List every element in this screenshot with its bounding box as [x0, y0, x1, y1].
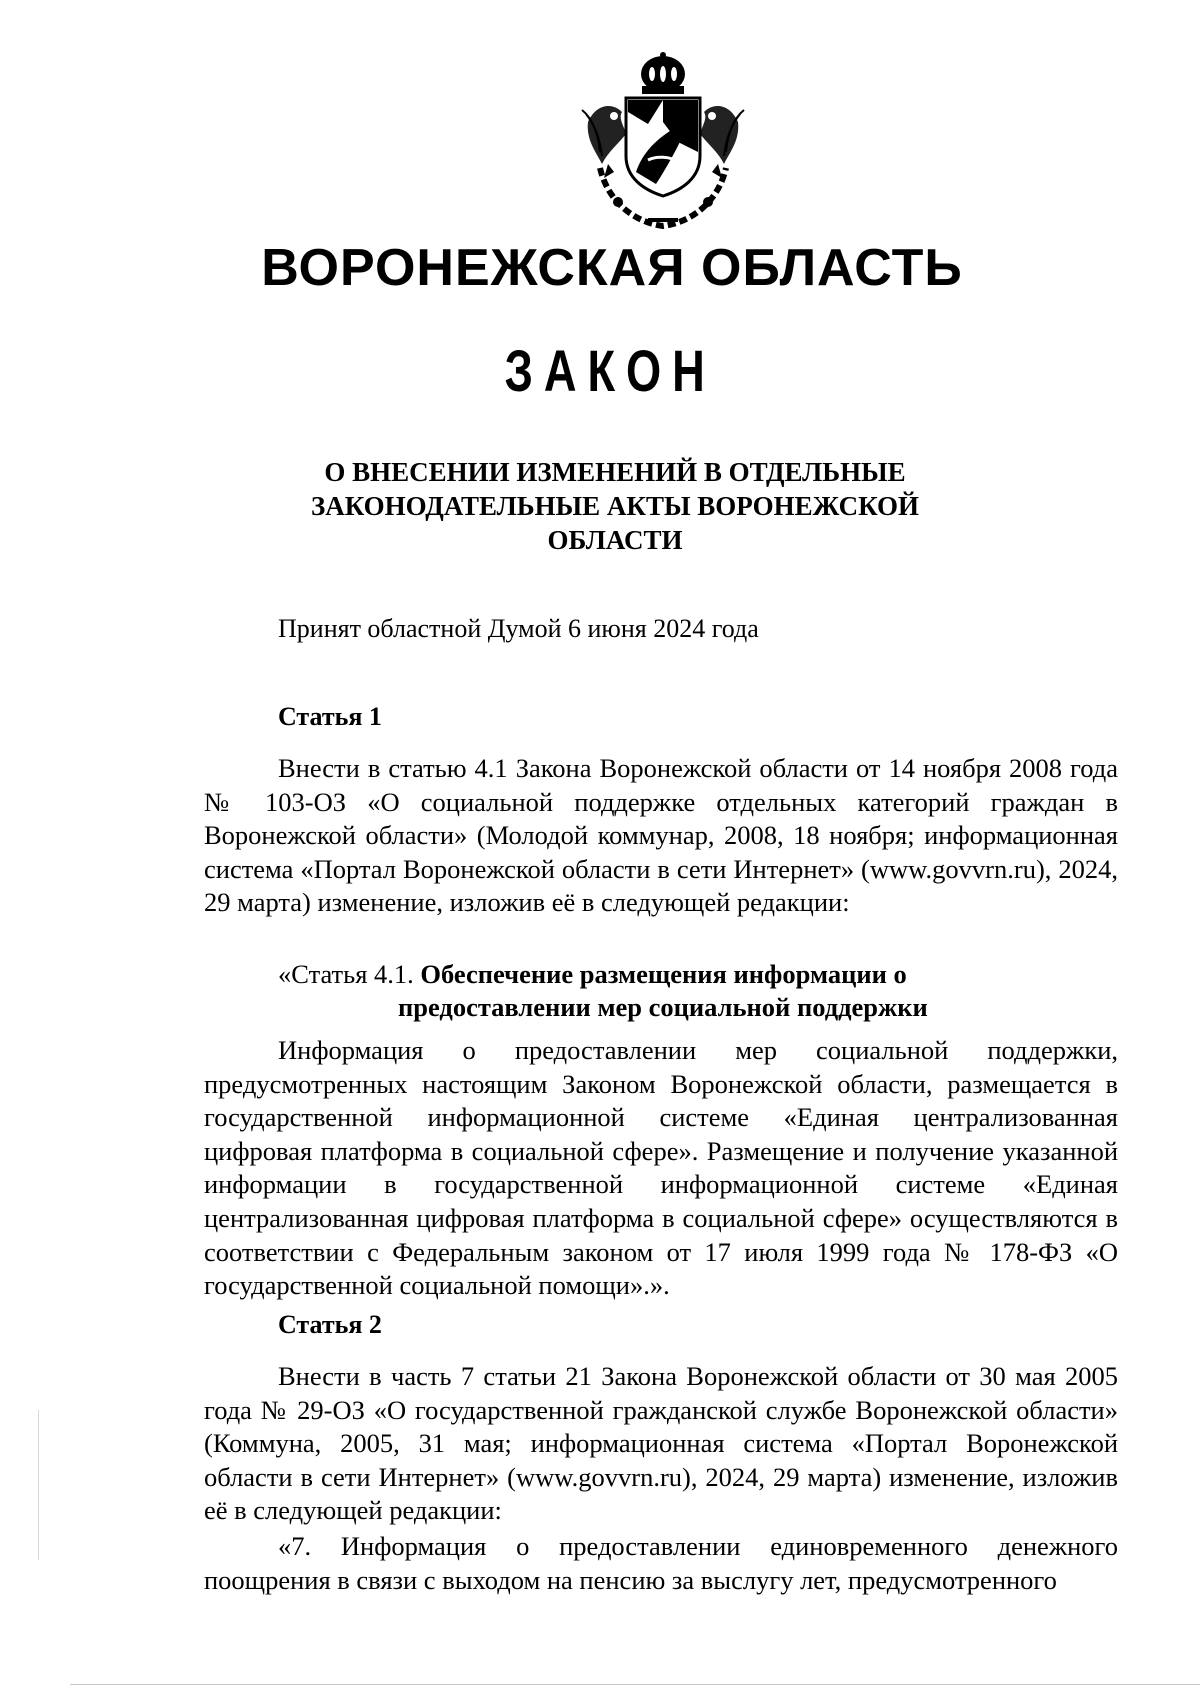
quoted-article-title-line2: предоставлении мер социальной поддержки [398, 992, 928, 1022]
voronezh-coat-of-arms-icon [578, 52, 748, 230]
quoted-article-title-line1: Обеспечение размещения информации о [420, 959, 907, 989]
article-1-body: Информация о предоставлении мер социальной поддержки, предусмотренных настоящим Законом Воронежской области, размещается в государственной информационной системе «Единая централизованная цифровая платформа в социальной сфере». Размещение и получение указанной информации в государственной информационной системе «Единая централизованная цифровая платформа в социальной сфере» осуществляются в соответствии с Федеральным законом от 17 июля 1999 года № 178-ФЗ «О государственной социальной помощи».». [204, 1035, 1118, 1301]
law-title: О ВНЕСЕНИИ ИЗМЕНЕНИЙ В ОТДЕЛЬНЫЕ ЗАКОНОДАТЕЛЬНЫЕ АКТЫ ВОРОНЕЖСКОЙ ОБЛАСТИ [310, 457, 920, 555]
document-type-heading: ЗАКОН [504, 339, 716, 404]
scan-margin-mark [38, 1410, 39, 1560]
article-1-intro: Внести в статью 4.1 Закона Воронежской области от 14 ноября 2008 года № 103-ОЗ «О социальной поддержке отдельных категорий граждан в Воронежской области» (Молодой коммунар, 2008, 18 ноября; информационная система «Портал Воронежской области в сети Интернет» (www.govvrn.ru), 2024, 29 марта) изменение, изложив её в следующей редакции: [204, 753, 1118, 918]
article-1-heading: Статья 1 [278, 702, 382, 731]
article-2-item-7: «7. Информация о предоставлении единовременного денежного поощрения в связи с выходом на пенсию за выслугу лет, предусмотренного [204, 1531, 1118, 1595]
article-2-intro: Внести в часть 7 статьи 21 Закона Воронежской области от 30 мая 2005 года № 29-ОЗ «О государственной гражданской службе Воронежской области» (Коммуна, 2005, 31 мая; информационная система «Портал Воронежской области в сети Интернет» (www.govvrn.ru), 2024, 29 марта) изменение, изложив её в следующей редакции: [204, 1361, 1118, 1526]
adoption-date-line: Принят областной Думой 6 июня 2024 года [278, 614, 759, 643]
scan-bottom-edge [70, 1684, 1200, 1685]
region-title: ВОРОНЕЖСКАЯ ОБЛАСТЬ [261, 239, 963, 297]
article-2-heading: Статья 2 [278, 1310, 382, 1339]
quoted-article-heading-line1 [278, 958, 907, 990]
quoted-article-prefix: «Статья 4.1. [278, 959, 421, 989]
